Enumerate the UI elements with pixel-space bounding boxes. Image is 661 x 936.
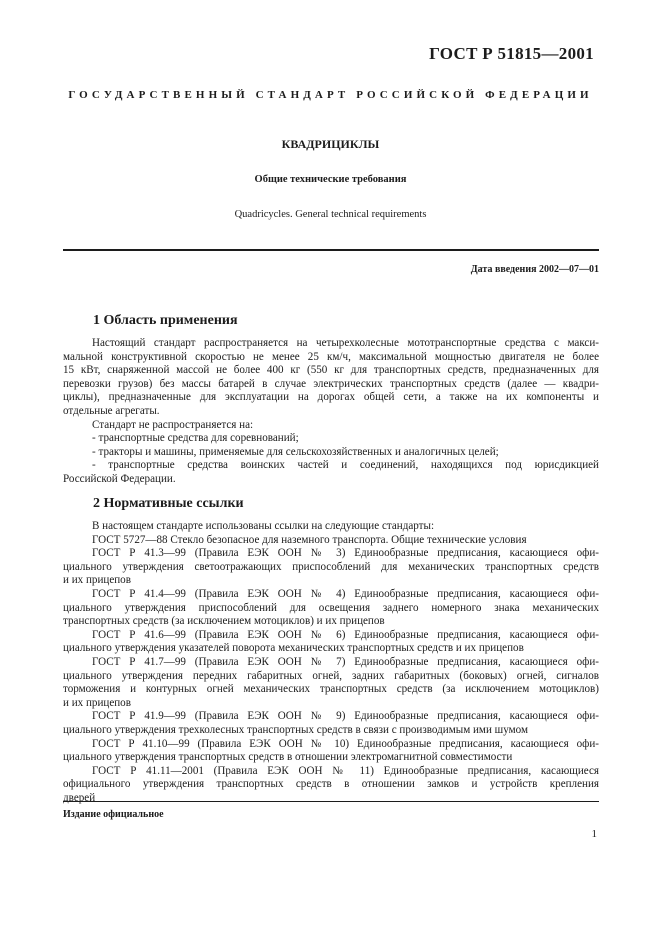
footer-divider: [63, 801, 599, 802]
section-heading-scope: 1 Область применения: [93, 313, 238, 328]
text-line: перевозки грузов) без массы батарей в случае электрических транспортных средств (далее — квадри-: [63, 377, 599, 390]
official-edition-label: Издание официальное: [63, 809, 164, 820]
reference-item: ГОСТ Р 41.10—99 (Правила ЕЭК ООН № 10) Единообразные предписания, касающиеся офи-: [92, 737, 599, 750]
text-line: циального утверждения транспортных средств в отношении электромагнитной совместимости: [63, 751, 513, 764]
text-line: циального утверждения приспособлений для освещения заднего номерного знака механических: [63, 601, 599, 614]
state-standard-heading: ГОСУДАРСТВЕННЫЙ СТАНДАРТ РОССИЙСКОЙ ФЕДЕРАЦИИ: [68, 89, 593, 101]
reference-item: ГОСТ Р 41.3—99 (Правила ЕЭК ООН № 3) Единообразные предписания, касающиеся офи-: [92, 547, 599, 560]
header-divider: [63, 249, 599, 251]
text-line: и их прицепов: [63, 696, 131, 709]
standard-title: КВАДРИЦИКЛЫ: [281, 137, 380, 151]
document-number: ГОСТ Р 51815—2001: [429, 44, 594, 63]
reference-item: ГОСТ Р 41.9—99 (Правила ЕЭК ООН № 9) Единообразные предписания, касающиеся офи-: [92, 710, 599, 723]
text-line: циклы), предназначенные для эксплуатации на дорогах общей сети, а также на их компоненты и: [63, 391, 599, 404]
introduction-date: Дата введения 2002—07—01: [470, 264, 599, 275]
text-line: 15 кВт, снаряженной массой не более 400 кг (550 кг для транспортных средств, предназначенных для: [63, 364, 599, 377]
text-line: Стандарт не распространяется на:: [92, 418, 254, 431]
english-title: Quadricycles. General technical requirements: [234, 209, 427, 220]
text-line: и их прицепов: [63, 574, 131, 587]
reference-item: ГОСТ Р 41.7—99 (Правила ЕЭК ООН № 7) Единообразные предписания, касающиеся офи-: [92, 655, 599, 668]
text-line: торможения и контурных огней механических транспортных средств (за исключением мотоциклов): [63, 683, 599, 696]
section-scope-body: [63, 337, 599, 487]
reference-item: ГОСТ Р 41.6—99 (Правила ЕЭК ООН № 6) Единообразные предписания, касающиеся офи-: [92, 628, 599, 641]
section-heading-normative-references: 2 Нормативные ссылки: [93, 496, 244, 511]
text-line: транспортных средств (за исключением мотоциклов) и их прицепов: [63, 615, 385, 628]
text-line: циального утверждения трехколесных транспортных средств в связи с производимым ими шумом: [63, 723, 528, 736]
text-line: циального утверждения указателей поворота механических транспортных средств и их прицепов: [63, 642, 524, 655]
text-line: Российской Федерации.: [63, 472, 176, 485]
text-line: Настоящий стандарт распространяется на четырехколесные мототранспортные средства с макси-: [92, 337, 599, 349]
list-item: - транспортные средства воинских частей и соединений, находящихся под юрисдикцией: [92, 459, 599, 472]
reference-item: ГОСТ 5727—88 Стекло безопасное для наземного транспорта. Общие технические условия: [92, 533, 527, 546]
section-references-body: [63, 520, 599, 805]
list-item: - транспортные средства для соревнований;: [92, 432, 299, 445]
text-line: циального утверждения светоотражающих приспособлений для механических транспортных средств: [63, 560, 599, 573]
page-number: 1: [591, 828, 597, 840]
standard-subtitle: Общие технические требования: [254, 174, 407, 185]
reference-item: ГОСТ Р 41.11—2001 (Правила ЕЭК ООН № 11) Единообразные предписания, касающиеся: [92, 764, 599, 777]
list-item: - тракторы и машины, применяемые для сельскохозяйственных и аналогичных целей;: [92, 445, 499, 458]
text-line: В настоящем стандарте использованы ссылки на следующие стандарты:: [92, 520, 435, 532]
text-line: циального утверждения передних габаритных огней, задних габаритных (боковых) огней, сигналов: [63, 669, 599, 682]
text-line: дверей: [63, 791, 96, 804]
text-line: официального утверждения транспортных средств в отношении замков и устройств крепления: [63, 778, 599, 791]
text-line: мальной конструктивной скоростью не менее 25 км/ч, максимальной мощностью двигателя не более: [63, 350, 599, 363]
text-line: отдельные агрегаты.: [63, 404, 160, 417]
reference-item: ГОСТ Р 41.4—99 (Правила ЕЭК ООН № 4) Единообразные предписания, касающиеся офи-: [92, 587, 599, 600]
